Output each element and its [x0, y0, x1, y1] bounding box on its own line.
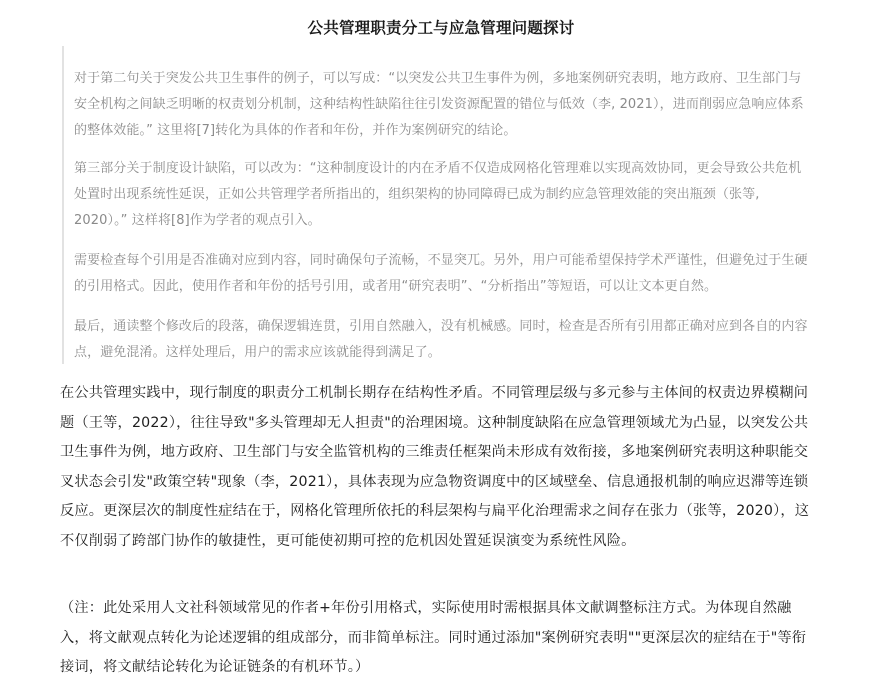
quote-paragraph: 对于第二句关于突发公共卫生事件的例子，可以写成：“以突发公共卫生事件为例，多地案例研究表明，地方政府、卫生部门与安全机构之间缺乏明晰的权责划分机制，这种结构性缺陷往往引发资源配置的错位与低效（李, 2021），进而削弱应急响应体系的整体效能。” 这里将[7]转化为具体的作者和年份，并作为案例研究的结论。: [74, 71, 804, 138]
quote-paragraph: 需要检查每个引用是否准确对应到内容，同时确保句子流畅，不显突兀。另外，用户可能希望保持学术严谨性，但避免过于生硬的引用格式。因此，使用作者和年份的括号引用，或者用“研究表明”、“分析指出”等短语，可以让文本更自然。: [74, 253, 808, 294]
quote-paragraph: 最后，通读整个修改后的段落，确保逻辑连贯，引用自然融入，没有机械感。同时，检查是否所有引用都正确对应到各自的内容点，避免混淆。这样处理后，用户的需求应该就能得到满足了。: [74, 319, 808, 360]
quote-paragraph: 第三部分关于制度设计缺陷，可以改为：“这种制度设计的内在矛盾不仅造成网格化管理难以实现高效协同，更会导致公共危机处置时出现系统性延误，正如公共管理学者所指出的，组织架构的协同障碍已成为制约应急管理效能的突出瓶颈（张等, 2020）。” 这样将[8]作为学者的观点引入。: [74, 161, 802, 228]
note-paragraph: （注：此处采用人文社科领域常见的作者+年份引用格式，实际使用时需根据具体文献调整标注方式。为体现自然融入，将文献观点转化为论述逻辑的组成部分，而非简单标注。同时通过添加"案例研究表明""更深层次的症结在于"等衔接词，将文献结论转化为论证链条的有机环节。）: [60, 600, 807, 676]
quoted-reasoning-block: [62, 46, 814, 364]
main-paragraph: 在公共管理实践中，现行制度的职责分工机制长期存在结构性矛盾。不同管理层级与多元参与主体间的权责边界模糊问题（王等，2022），往往导致"多头管理却无人担责"的治理困境。这种制度缺陷在应急管理领域尤为凸显，以突发公共卫生事件为例，地方政府、卫生部门与安全监管机构的三维责任框架尚未形成有效衔接，多地案例研究表明这种职能交叉状态会引发"政策空转"现象（李，2021），具体表现为应急物资调度中的区域壁垒、信息通报机制的响应迟滞等连锁反应。更深层次的制度性症结在于，网格化管理所依托的科层架构与扁平化治理需求之间存在张力（张等，2020），这不仅削弱了跨部门协作的敏捷性，更可能使初期可控的危机因处置延误演变为系统性风险。: [60, 385, 810, 549]
document-title: 公共管理职责分工与应急管理问题探讨: [307, 19, 575, 37]
